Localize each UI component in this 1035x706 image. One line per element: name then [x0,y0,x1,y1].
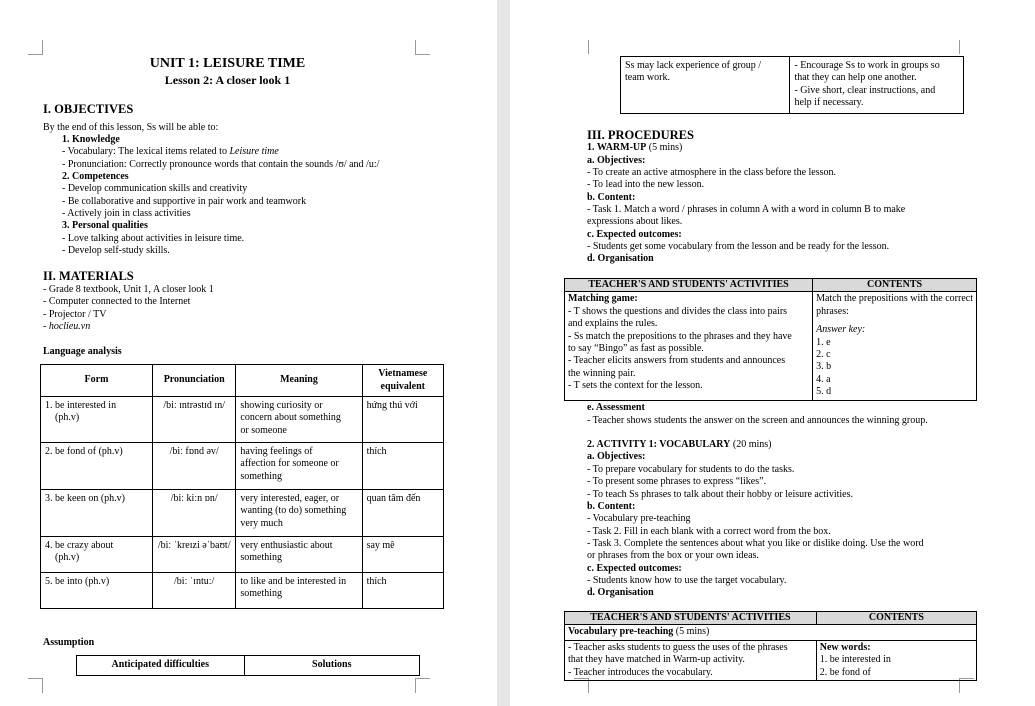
quality-item: - Love talking about activities in leisure time. [62,233,245,244]
warmup-outcomes-label: c. Expected outcomes: [587,229,682,240]
warmup-content-label: b. Content: [587,192,636,203]
pronunciation-cell [152,573,235,609]
lesson-subtitle: Lesson 2: A closer look 1 [164,73,291,87]
contents-cell [813,292,977,400]
cell-text: Answer key: [816,324,866,336]
form-cell [41,443,153,490]
lesson-unit-title: UNIT 1: LEISURE TIME [149,56,306,71]
cell-text: thích [366,576,387,587]
column-header: Pronunciation [152,365,235,397]
cell-text: team work. [625,72,670,84]
activity1-content-item: - Task 2. Fill in each blank with a correct word from the box. [587,526,831,537]
activity1-organisation-label: d. Organisation [587,587,654,598]
warmup-outcomes-text: - Students get some vocabulary from the lesson and be ready for the lesson. [587,241,890,252]
cell-text: 2. c [816,349,831,361]
contents-cell [816,640,976,680]
activity1-objective-item: - To present some phrases to express “likes”. [587,476,767,487]
meaning-cell [236,573,362,609]
assessment-text: - Teacher shows students the answer on the screen and announces the winning group. [587,415,928,426]
column-header: CONTENTS [813,279,977,292]
qualities-heading: 3. Personal qualities [62,220,148,231]
cell-text: - Teacher asks students to guess the uses of the phrases [568,641,788,653]
cell-text: 1. e [816,336,831,348]
cell-text: quan tâm đến [366,493,421,504]
cell-text: the winning pair. [568,367,636,379]
table-row [41,537,444,573]
cell-text: Vocabulary pre-teaching [568,626,674,638]
column-header: Anticipated difficulties [77,656,245,676]
cell-text: Match the prepositions with the correct [816,293,973,305]
objectives-heading: I. OBJECTIVES [43,102,134,116]
cell-text: something [240,588,283,600]
activity1-objective-item: - To prepare vocabulary for students to do the tasks. [587,464,795,475]
cell-text: - T sets the context for the lesson. [568,380,703,392]
table-row [41,397,444,443]
vietnamese-cell [362,490,443,537]
crop-mark [415,678,430,693]
crop-mark [959,40,974,54]
warmup-heading-line [587,142,682,154]
activity1-heading: 2. ACTIVITY 1: VOCABULARY [587,439,731,450]
cell-text: concern about something [240,412,341,424]
warmup-time: (5 mins) [646,142,683,153]
knowledge-heading: 1. Knowledge [62,134,120,145]
column-header: Form [41,365,153,397]
cell-text: New words: [819,641,871,653]
warmup-organisation-label: d. Organisation [587,253,654,264]
table-header-row [565,279,977,292]
table-row [41,490,444,537]
cell-text: Matching game: [568,293,638,305]
material-item: - Projector / TV [43,309,107,320]
warmup-content-item: - Task 1. Match a word / phrases in column A with a word in column B to make [587,204,906,215]
pronunciation-cell [152,397,235,443]
table-row [41,443,444,490]
activity1-content-item: - Vocabulary pre-teaching [587,513,691,524]
cell-text: - Teacher elicits answers from students and announces [568,355,786,367]
activity1-content-item: or phrases from the box or your own ideas. [587,550,759,561]
cell-text: 4. be crazy about [45,540,114,551]
cell-text: (5 mins) [673,626,710,638]
cell-text: 1. be interested in [819,654,891,666]
warmup-content-item: expressions about likes. [587,216,683,227]
cell-text: 1. be interested in [45,400,117,411]
table-row [565,640,977,680]
table-row [565,625,977,640]
warmup-heading: 1. WARM-UP [587,142,647,153]
cell-text: - Teacher introduces the vocabulary. [568,666,713,678]
cell-text: to like and be interested in [240,576,347,587]
cell-text: Ss may lack experience of group / [625,60,762,71]
cell-text: - Give short, clear instructions, and [794,84,936,96]
procedures-heading: III. PROCEDURES [587,128,694,142]
cell-text: /biː fɒnd əv/ [169,446,219,457]
vietnamese-cell [362,443,443,490]
cell-text: say mê [366,540,395,551]
assumption-heading: Assumption [43,637,95,648]
vocabulary-line [62,146,279,158]
pronunciation-cell [152,537,235,573]
assumption-table-continued [620,56,964,114]
cell-text: that they have matched in Warm-up activity. [568,654,745,666]
crop-mark [574,40,589,54]
cell-text: 5. be into (ph.v) [45,576,110,587]
vietnamese-cell [362,573,443,609]
meaning-cell [236,397,362,443]
assessment-label: e. Assessment [587,402,645,413]
vietnamese-cell [362,537,443,573]
quality-item: - Develop self-study skills. [62,245,170,256]
cell-text: or someone [240,424,287,436]
language-analysis-table [40,364,444,609]
activity1-objective-item: - To teach Ss phrases to talk about their hobby or leisure activities. [587,489,853,500]
cell-text: 2. be fond of [819,666,871,678]
cell-text: affection for someone or [240,458,339,470]
competence-item: - Be collaborative and supportive in pair work and teamwork [62,196,307,207]
form-cell [41,537,153,573]
pronunciation-cell [152,443,235,490]
cell-text: wanting (to do) something [240,505,347,517]
crop-mark [28,678,43,693]
cell-text: having feelings of [240,446,313,457]
warmup-activities-table [564,278,977,401]
competence-item: - Develop communication skills and creativity [62,183,248,194]
cell-text: 3. b [816,361,832,373]
form-cell [41,490,153,537]
cell-text: - Encourage Ss to work in groups so [794,60,940,71]
material-item: - hoclieu.vn [43,321,91,332]
cell-text: /biː ɪntrəstɪd ɪn/ [163,400,225,411]
pronunciation-line: - Pronunciation: Correctly pronounce words that contain the sounds /ʊ/ and /u:/ [62,159,380,170]
cell-text: that they can help one another. [794,72,917,84]
cell-text: very much [240,517,283,529]
table-row [621,57,964,114]
material-item: - Grade 8 textbook, Unit 1, A closer look 1 [43,284,214,295]
table-row [565,292,977,400]
vocabulary-topic: Leisure time [229,146,279,157]
warmup-objective-item: - To lead into the new lesson. [587,179,705,190]
solution-cell [790,57,964,114]
column-header: TEACHER'S AND STUDENTS' ACTIVITIES [565,612,817,625]
cell-text: (ph.v) [55,552,80,564]
language-analysis-heading: Language analysis [43,346,122,357]
warmup-objectives-label: a. Objectives: [587,155,646,166]
objectives-intro: By the end of this lesson, Ss will be able to: [43,122,219,133]
cell-text: /biː kiːn ɒn/ [170,493,218,504]
competences-heading: 2. Competences [62,171,129,182]
table-row [41,573,444,609]
cell-text: (ph.v) [55,412,80,424]
form-cell [41,397,153,443]
pronunciation-cell [152,490,235,537]
cell-text: showing curiosity or [240,400,323,411]
crop-mark [28,40,43,55]
cell-text: to say “Bingo” as fast as possible. [568,343,704,355]
crop-mark [415,40,430,55]
column-header: Meaning [236,365,362,397]
activities-cell [565,640,817,680]
cell-text: very interested, eager, or [240,493,340,504]
material-item: - Computer connected to the Internet [43,296,191,307]
document-page-left[interactable] [0,0,497,706]
column-header: Vietnamese equivalent [362,365,443,397]
column-header: TEACHER'S AND STUDENTS' ACTIVITIES [565,279,813,292]
cell-text: 4. a [816,373,831,385]
column-header: Solutions [244,656,419,676]
activity1-heading-line [587,439,771,451]
cell-text: very enthusiastic about [240,540,333,551]
meaning-cell [236,490,362,537]
cell-text: hứng thú với [366,400,418,411]
meaning-cell [236,443,362,490]
cell-text: and explains the rules. [568,318,658,330]
activity1-outcomes-label: c. Expected outcomes: [587,563,682,574]
cell-text: something [240,470,283,482]
activity1-time: (20 mins) [730,439,772,450]
form-cell [41,573,153,609]
difficulty-cell [621,57,790,114]
activity1-content-item: - Task 3. Complete the sentences about what you like or dislike doing. Use the word [587,538,924,549]
cell-text: - Ss match the prepositions to the phrases and they have [568,330,792,342]
cell-text: - T shows the questions and divides the class into pairs [568,305,788,317]
cell-text: /biː ˈkreɪzi əˈbaʊt/ [157,540,231,551]
document-page-right[interactable] [510,0,1035,706]
cell-text: 5. d [816,386,832,398]
table-header-row [565,612,977,625]
cell-text: 3. be keen on (ph.v) [45,493,125,504]
cell-text: something [240,552,283,564]
activities-cell [565,292,813,400]
vocabulary-prefix: - Vocabulary: The lexical items related to [62,146,230,157]
column-header: CONTENTS [816,612,976,625]
warmup-objective-item: - To create an active atmosphere in the class before the lesson. [587,167,837,178]
cell-text: help if necessary. [794,97,864,109]
cell-text: thích [366,446,387,457]
assumption-table [76,655,420,676]
materials-heading: II. MATERIALS [43,269,134,283]
table-header-row [77,656,420,676]
activity1-content-label: b. Content: [587,501,636,512]
table-header-row [41,365,444,397]
cell-text: phrases: [816,305,849,317]
meaning-cell [236,537,362,573]
vocabulary-activities-table [564,611,977,681]
competence-item: - Actively join in class activities [62,208,191,219]
section-cell [565,625,977,640]
activity1-outcomes-text: - Students know how to use the target vocabulary. [587,575,787,586]
cell-text: 2. be fond of (ph.v) [45,446,123,457]
activity1-objectives-label: a. Objectives: [587,451,646,462]
cell-text: /biː ˈɪntuː/ [174,576,215,587]
vietnamese-cell [362,397,443,443]
